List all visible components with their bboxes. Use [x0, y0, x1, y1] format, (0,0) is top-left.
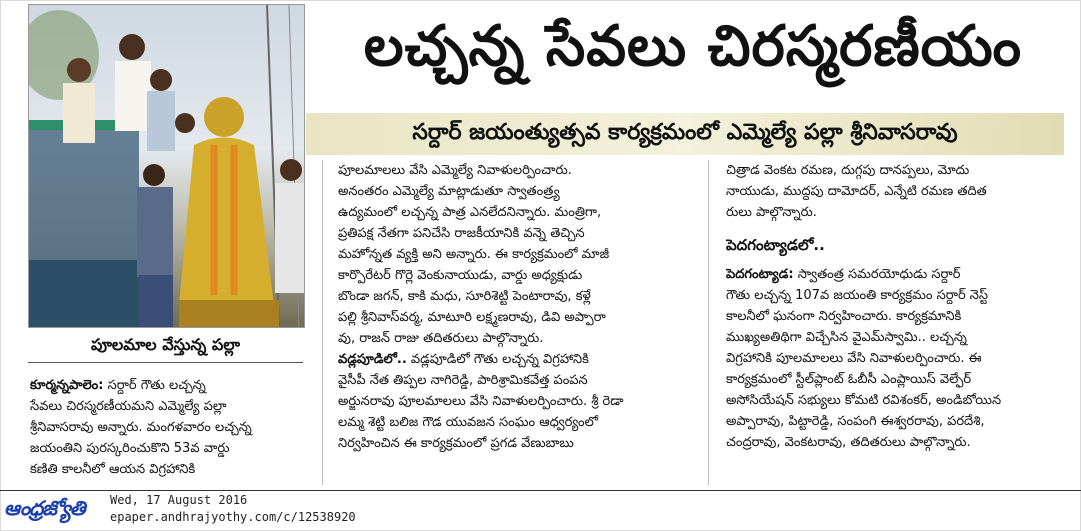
paragraph-line: ఉద్యమంలో లచ్చన్న పాత్ర ఎనలేదనిన్నారు. మంత్రిగా,	[338, 205, 602, 220]
paragraph-line: జయంతిని పురస్కరించుకొని 53వ వార్డు	[30, 441, 230, 456]
article-column-1	[30, 375, 305, 480]
paragraph-line: పెదగంట్యాడ: స్వాతంత్ర సమరయోధుడు సర్దార్	[726, 267, 961, 282]
section-lead: పెదగంట్యాడ:	[726, 267, 794, 282]
paragraph-line: వు, రాజన్ రాజు తదితరులు పాల్గొన్నారు.	[338, 331, 544, 346]
footer-divider	[0, 490, 1081, 491]
paragraph-line: అర్జునరావు పూలమాలలు వేసి నివాళులర్పించారు. శ్రీ రెడా	[338, 394, 624, 409]
spacer	[726, 223, 1071, 235]
paragraph-line: చిత్రాడ వెంకట రమణ, దుగ్గపు దానప్పలు, మోదు	[726, 163, 970, 178]
paragraph-line: పూలమాలలు వేసి ఎమ్మెల్యే నివాళులర్పించారు.	[338, 163, 572, 178]
paragraph-line: అసోసియేషన్ సభ్యులు కోమటి రవిశంకర్, అండిబోయిన	[726, 393, 1002, 408]
article-column-3	[726, 160, 1071, 453]
column-divider	[708, 160, 709, 485]
paragraph-line: కణితి కాలనీలో ఆయన విగ్రహానికి	[30, 462, 196, 477]
paragraph-line: కార్యక్రమంలో స్టీల్‌ప్లాంట్ ఓబీసీ ఎంప్లాయిస్ వెల్ఫేర్	[726, 372, 972, 387]
caption-divider	[28, 362, 303, 363]
section-lead: వడ్లపూడిలో..	[338, 352, 407, 367]
paragraph-line: గౌతు లచ్చన్న 107వ జయంతి కార్యక్రమం సర్దార్ నెస్ట్	[726, 288, 989, 303]
column-divider	[322, 160, 323, 485]
epaper-link[interactable]: epaper.andhrajyothy.com/c/12538920	[110, 510, 356, 524]
news-photo	[28, 4, 305, 328]
paragraph-line: నిర్వహించిన ఈ కార్యక్రమంలో ప్రగడ వేణుబాబు	[338, 436, 574, 451]
paragraph-line: అనంతరం ఎమ్మెల్యే మాట్లాడుతూ స్వాతంత్ర్య	[338, 184, 560, 199]
paragraph-line: కూర్మన్నపాలెం: సర్దార్ గౌతు లచ్చన్న	[30, 378, 206, 393]
paragraph-line: అప్పారావు, పిట్టారెడ్డి, సంపంగి ఈశ్వరరావు, పరదేశి,	[726, 414, 985, 429]
edition-date: Wed, 17 August 2016	[110, 493, 248, 507]
spacer	[726, 256, 1071, 264]
paragraph-line: పల్లి శ్రీనివాస్‌వర్మ, మాటూరి లక్ష్మణరావు, డివి అప్పారా	[338, 310, 606, 325]
paragraph-line: బొండా జగన్, కాకి మధు, సూరిశెట్టి పెంటారావు, కళ్లే	[338, 289, 591, 304]
headline: లచ్చన్న సేవలు చిరస్మరణీయం	[363, 14, 1023, 79]
paragraph-line: సేవలు చిరస్మరణీయమని ఎమ్మెల్యే పల్లా	[30, 399, 227, 414]
paragraph-line: విగ్రహానికి పూలమాలలు వేసి నివాళులర్పించారు. ఈ	[726, 351, 982, 366]
section-heading: పెదగంట్యాడలో..	[726, 236, 825, 254]
paragraph-line: మహోన్నత వ్యక్తి అని అన్నారు. ఈ కార్యక్రమంలో మాజీ	[338, 247, 610, 262]
paragraph-line: ముఖ్యఅతిథిగా విచ్చేసిన వైఎమ్‌స్వామి.. లచ్చన్న	[726, 330, 967, 345]
paragraph-line: వడ్లపూడిలో.. వడ్లపూడిలో గౌతు లచ్చన్న విగ్రహానికి	[338, 352, 589, 367]
paragraph-line: ప్రతిపక్ష నేతగా పనిచేసి రాజకీయానికి వన్నె తెచ్చిన	[338, 226, 585, 241]
paragraph-line: కార్పొరేటర్ గొర్లె వెంకునాయుడు, వార్డు అధ్యక్షుడు	[338, 268, 583, 283]
paragraph-line: లమ్మ శెట్టి బలిజ గౌడ యువజన సంఘం ఆధ్వర్యంలో	[338, 415, 598, 430]
paragraph-line: చంద్రరావు, వెంకటరావు, తదితరులు పాల్గొన్నారు.	[726, 435, 971, 450]
paragraph-line: వైసీపీ నేత తిప్పల నాగిరెడ్డి, పారిశ్రామికవేత్త పంపన	[338, 373, 588, 388]
article-column-2	[338, 160, 688, 454]
paragraph-line: నాయుడు, ముద్దపు దామోదర్, ఎన్నేటి రమణ తదిత	[726, 184, 987, 199]
dateline: కూర్మన్నపాలెం:	[30, 378, 104, 393]
paragraph-line: రులు పాల్గొన్నారు.	[726, 205, 817, 220]
paragraph-line: కాలనీలో ఘనంగా నిర్వహించారు. కార్యక్రమానికి	[726, 309, 962, 324]
subheadline: సర్దార్ జయంత్యుత్సవ కార్యక్రమంలో ఎమ్మెల్యే పల్లా శ్రీనివాసరావు	[412, 120, 958, 145]
photo-caption: పూలమాల వేస్తున్న పల్లా	[90, 335, 241, 354]
paragraph-line: శ్రీనివాసరావు అన్నారు. మంగళవారం లచ్చన్న	[30, 420, 252, 435]
newspaper-logo: ఆంధ్రజ్యోతి	[4, 496, 85, 520]
